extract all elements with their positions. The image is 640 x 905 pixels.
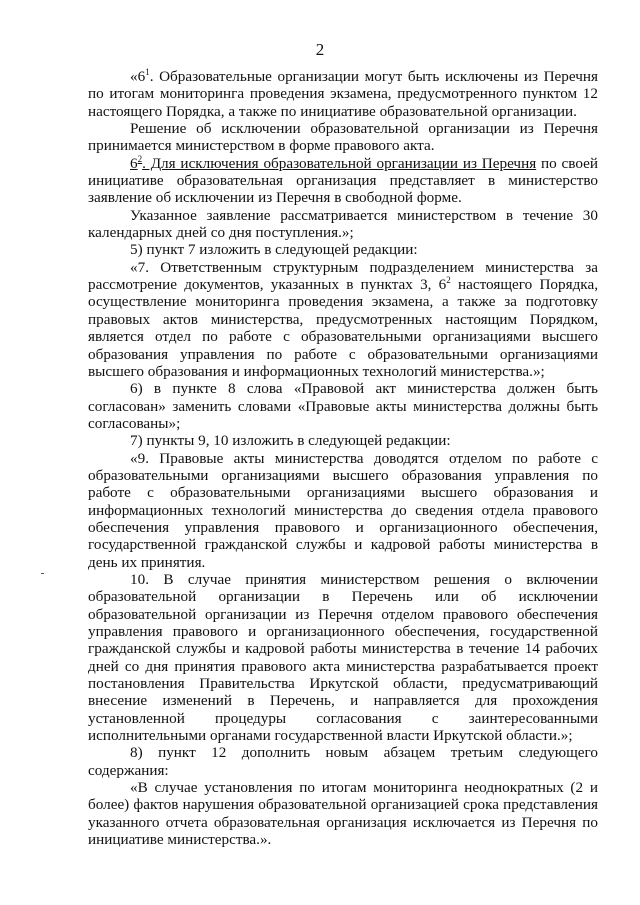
paragraph-10: 10. В случае принятия министерством решения о включении образовательной организации в Перечень или об исключении образовательной организации из Перечня отделом правового обеспечения управления правового и организационного обеспечения, государственной гражданской службы и кадровой работы министерства в течение 14 рабочих дней со дня принятия правового акта министерства разрабатывается проект постановления Правительства Иркутской области, предусматривающий внесение изменений в Перечень, и направляется для прохождения установленной процедуры согласования с заинтересованными исполнительными органами государственной власти Иркутской области.»; xyxy=(88,570,598,745)
paragraph-6-1 xyxy=(88,68,598,120)
paragraph-7 xyxy=(88,259,598,380)
paragraph-7-prefix: «7. Ответственным структурным подразделением министерства за рассмотрение документов, указанных в пунктах 3, 6 xyxy=(88,258,598,294)
paragraph-item-8: 8) пункт 12 дополнить новым абзацем третьим следующего содержания: xyxy=(88,744,598,779)
paragraph-item-6: 6) в пункте 8 слова «Правовой акт министерства должен быть согласован» заменить словами «Правовые акты министерства должны быть согласованы»; xyxy=(88,380,598,432)
paragraph-monitoring: «В случае установления по итогам мониторинга неоднократных (2 и более) фактов нарушения образовательной организацией срока представления указанного отчета образовательная организация исключается из Перечня по инициативе министерства.». xyxy=(88,779,598,849)
paragraph-6-1-text: . Образовательные организации могут быть исключены из Перечня по итогам мониторинга проведения экзамена, предусмотренного пунктом 12 настоящего Порядка, а также по инициативе образовательной организации. xyxy=(88,68,598,120)
margin-mark xyxy=(41,573,44,574)
paragraph-6-2-superscript: 2 xyxy=(137,153,143,164)
paragraph-7-superscript: 2 xyxy=(446,275,451,286)
paragraph-6-2-text: . Для исключения образовательной организации из Перечня по своей инициативе образовательная организация представляет в министерство заявление об исключении из Перечня в свободной форме. xyxy=(88,154,598,207)
paragraph-item-5: 5) пункт 7 изложить в следующей редакции: xyxy=(130,241,418,259)
paragraph-6-2-underlined: . Для исключения образовательной организации из Перечня xyxy=(142,154,537,172)
paragraph-9: «9. Правовые акты министерства доводятся отделом по работе с образовательными организациями высшего образования управления по работе с образовательными организациями высшего образования и информационных технологий министерства до сведения отдела правового обеспечения управления правового и организационного обеспечения, государственной гражданской службы и кадровой работы министерства в день их принятия. xyxy=(88,449,598,571)
paragraph-application: Указанное заявление рассматривается министерством в течение 30 календарных дней со дня поступления.»; xyxy=(88,206,598,242)
paragraph-7-text: настоящего Порядка, осуществление мониторинга проведения экзамена, а также за подготовку правовых актов министерства, предусмотренных настоящим Порядком, является отдел по работе с образовательными организациями высшего образования управления по работе с образовательными организациями высшего образования и информационных технологий министерства.»; xyxy=(88,276,598,380)
paragraph-6-1-superscript: 1 xyxy=(145,67,150,77)
page-number: 2 xyxy=(315,40,325,59)
paragraph-decision: Решение об исключении образовательной организации из Перечня принимается министерством в форме правового акта. xyxy=(88,120,598,155)
paragraph-6-2 xyxy=(88,155,598,207)
paragraph-6-2-prefix: 6 xyxy=(130,154,138,172)
paragraph-item-7: 7) пункты 9, 10 изложить в следующей редакции: xyxy=(130,432,451,450)
paragraph-6-1-prefix: «6 xyxy=(130,68,146,85)
document-body xyxy=(88,68,598,848)
